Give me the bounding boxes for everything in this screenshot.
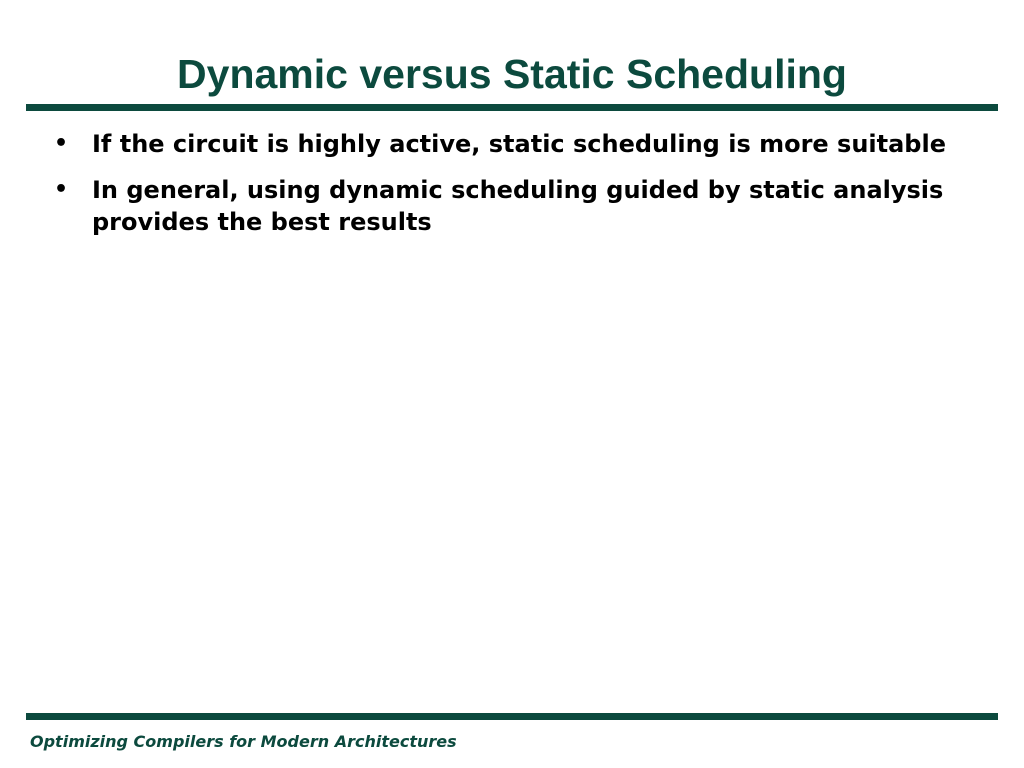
bullet-marker: • [54,131,69,156]
title-divider [26,104,998,111]
bullet-text: In general, using dynamic scheduling guided by static analysis provides the best results [92,176,944,236]
slide-title: Dynamic versus Static Scheduling [177,51,847,97]
bullet-marker: • [54,177,69,202]
bullet-text: If the circuit is highly active, static scheduling is more suitable [92,130,946,158]
bullet-item [48,128,998,160]
footer-divider [26,713,998,720]
bullet-item [48,174,998,238]
footer-text: Optimizing Compilers for Modern Architectures [30,732,457,751]
bullet-list [48,128,998,252]
